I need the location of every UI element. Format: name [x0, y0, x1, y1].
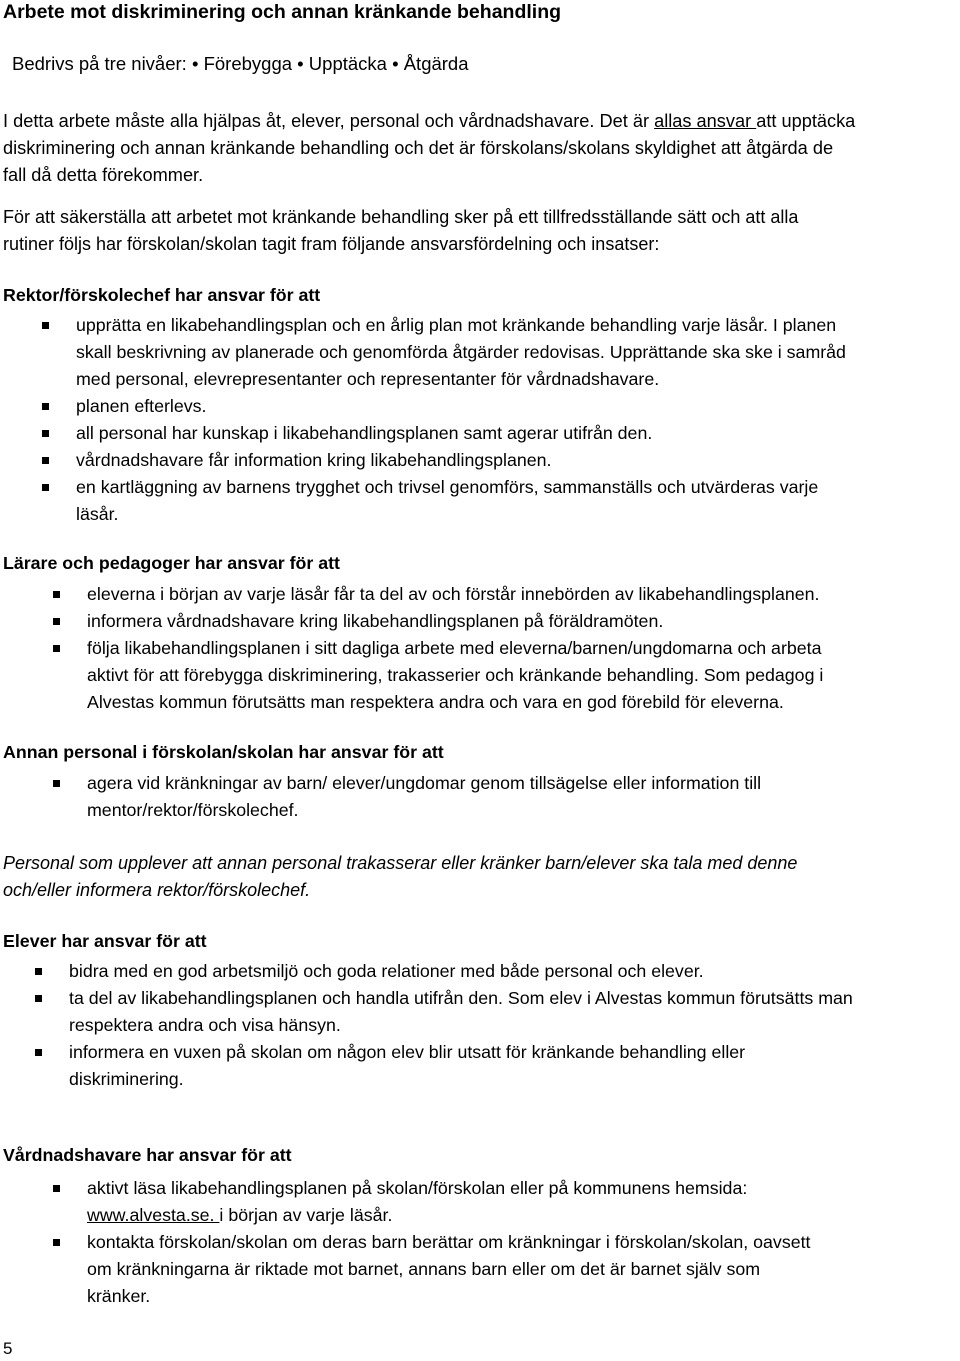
- levels-line: [12, 52, 469, 76]
- intro-paragraph: [3, 108, 855, 189]
- square-bullet-icon: [53, 1185, 60, 1192]
- square-bullet-icon: [35, 968, 42, 975]
- website-link[interactable]: www.alvesta.se.: [87, 1205, 220, 1225]
- square-bullet-icon: [35, 1049, 42, 1056]
- underlined-text: allas ansvar: [654, 111, 757, 131]
- section-heading-annan: Annan personal i förskolan/skolan har ansvar för att: [3, 742, 444, 762]
- list-item: agera vid kränkningar av barn/ elever/ungdomar genom tillsägelse eller information till mentor/rektor/förskolechef.: [53, 770, 761, 824]
- annan-list: [53, 770, 761, 824]
- list-item: informera vårdnadshavare kring likabehandlingsplanen på föräldramöten.: [53, 608, 823, 635]
- list-item: bidra med en god arbetsmiljö och goda relationer med både personal och elever.: [35, 958, 853, 985]
- section-heading-larare: Lärare och pedagoger har ansvar för att: [3, 553, 340, 573]
- bullet-dot: •: [392, 53, 399, 74]
- intro-line: I detta arbete måste alla hjälpas åt, elever, personal och vårdnadshavare. Det är allas ansvar att upptäcka: [3, 111, 856, 131]
- list-item: eleverna i början av varje läsår får ta del av och förstår innebörden av likabehandlingsplanen.: [53, 581, 823, 608]
- section-heading-rektor: Rektor/förskolechef har ansvar för att: [3, 285, 321, 305]
- list-item: vårdnadshavare får information kring likabehandlingsplanen.: [42, 447, 846, 474]
- list-item: kontakta förskolan/skolan om deras barn berättar om kränkningar i förskolan/skolan, oavsett om kränkningarna är riktade mot barnet, annans barn eller om det är barnet själv som kränker.: [53, 1229, 810, 1310]
- vardnad-list: [53, 1175, 810, 1310]
- square-bullet-icon: [35, 995, 42, 1002]
- bullet-dot: •: [191, 53, 199, 74]
- square-bullet-icon: [42, 403, 49, 410]
- larare-list: [53, 581, 823, 716]
- square-bullet-icon: [53, 780, 60, 787]
- square-bullet-icon: [53, 645, 60, 652]
- square-bullet-icon: [42, 484, 49, 491]
- list-item: följa likabehandlingsplanen i sitt dagliga arbete med eleverna/barnen/ungdomarna och arbeta aktivt för att förebygga diskriminering, trakasserier och kränkande behandling. Som pedagog i Alvestas kommun förutsätts man respektera andra och vara en god förebild för eleverna.: [53, 635, 823, 716]
- square-bullet-icon: [42, 457, 49, 464]
- bullet-dot: •: [297, 53, 304, 74]
- rektor-list: [42, 312, 846, 528]
- paragraph-line: rutiner följs har förskolan/skolan tagit fram följande ansvarsfördelning och insatser:: [3, 234, 660, 254]
- list-item: planen efterlevs.: [42, 393, 846, 420]
- square-bullet-icon: [53, 618, 60, 625]
- list-item: all personal har kunskap i likabehandlingsplanen samt agerar utifrån den.: [42, 420, 846, 447]
- section-heading-elever: Elever har ansvar för att: [3, 931, 207, 951]
- list-item: aktivt läsa likabehandlingsplanen på skolan/förskolan eller på kommunens hemsida: www.alvesta.se. i början av varje läsår.: [53, 1175, 810, 1229]
- page-number: 5: [3, 1339, 13, 1358]
- page-title: Arbete mot diskriminering och annan kränkande behandling: [3, 1, 562, 23]
- square-bullet-icon: [42, 322, 49, 329]
- list-item: upprätta en likabehandlingsplan och en årlig plan mot kränkande behandling varje läsår. I planen skall beskrivning av planerade och genomförda åtgärder redovisas. Upprättande ska ske i samråd med personal, elevrepresentanter och representanter för vårdnadshavare.: [42, 312, 846, 393]
- list-item: ta del av likabehandlingsplanen och handla utifrån den. Som elev i Alvestas kommun förutsätts man respektera andra och visa hänsyn.: [35, 985, 853, 1039]
- list-item: informera en vuxen på skolan om någon elev blir utsatt för kränkande behandling eller diskriminering.: [35, 1039, 853, 1093]
- intro-line: fall då detta förekommer.: [3, 165, 204, 185]
- level-item: Åtgärda: [403, 53, 469, 74]
- levels-prefix: Bedrivs på tre nivåer:: [12, 53, 187, 74]
- list-item: en kartläggning av barnens trygghet och trivsel genomförs, sammanställs och utvärderas varje läsår.: [42, 474, 846, 528]
- square-bullet-icon: [53, 1239, 60, 1246]
- square-bullet-icon: [53, 591, 60, 598]
- paragraph-line: För att säkerställa att arbetet mot kränkande behandling sker på ett tillfredsställande sätt och att alla: [3, 207, 799, 227]
- italic-note: Personal som upplever att annan personal trakasserar eller kränker barn/elever ska tala med denne och/eller informera rektor/förskolechef.: [3, 853, 798, 900]
- responsibility-paragraph: [3, 204, 798, 258]
- level-item: Förebygga: [203, 53, 293, 74]
- level-item: Upptäcka: [308, 53, 387, 74]
- elever-list: [35, 958, 853, 1093]
- intro-line: diskriminering och annan kränkande behandling och det är förskolans/skolans skyldighet att åtgärda de: [3, 138, 834, 158]
- section-heading-vardnad: Vårdnadshavare har ansvar för att: [3, 1145, 292, 1165]
- square-bullet-icon: [42, 430, 49, 437]
